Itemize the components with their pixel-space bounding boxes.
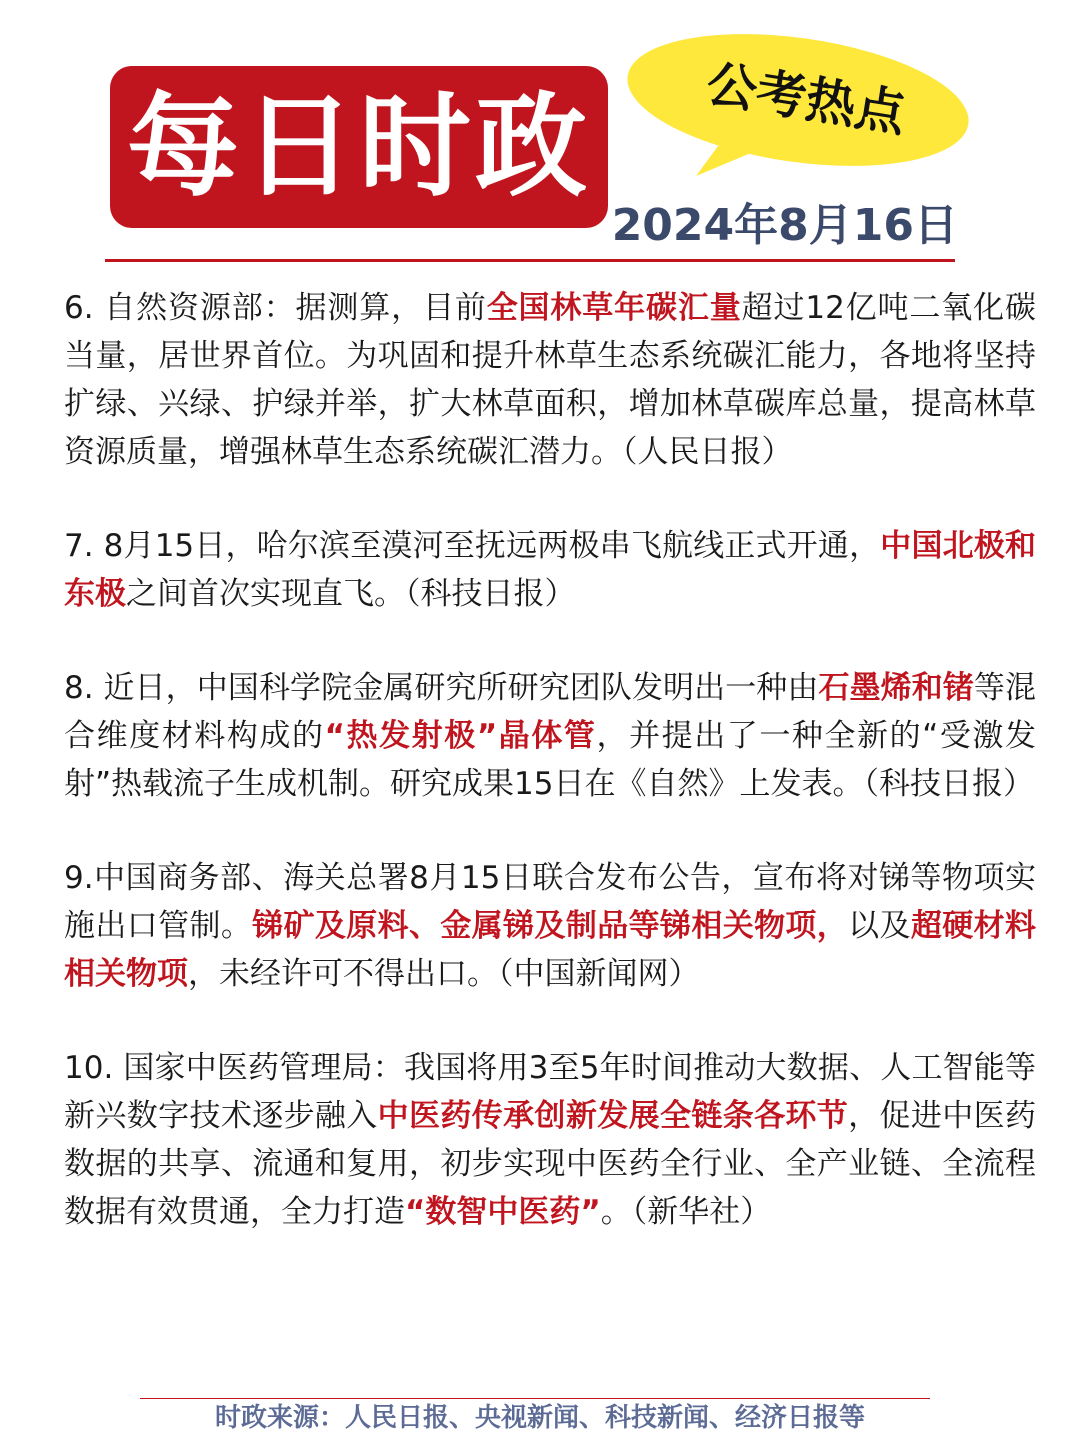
body-text: 超过12亿吨二氧化碳当量，居世界首位。为巩固和提升林草生态系统碳汇能力，各地将坚持扩绿、兴绿、护绿并举，扩大林草面积，增加林草碳库总量，提高林草资源质量，增强林草生态系统碳汇潜力。（人民日报）: [64, 290, 1036, 470]
news-item: [64, 1044, 1036, 1236]
speech-bubble-badge: [618, 28, 974, 178]
header-divider: [105, 259, 955, 262]
body-text: 等混合维度材料构成的: [64, 670, 1037, 754]
highlight-text: 超硬材料相关物项: [64, 908, 1037, 992]
highlight-text: 全国林草年碳汇量: [486, 290, 742, 326]
news-item: [64, 664, 1036, 808]
body-text: 8. 近日，中国科学院金属研究所研究团队发明出一种由: [64, 670, 819, 706]
body-text: ，并提出了一种全新的“受激发射”热载流子生成机制。研究成果15日在《自然》上发表。（科技日报）: [64, 718, 1037, 802]
footer-divider: [140, 1398, 930, 1399]
highlight-text: 中医药传承创新发展全链条各环节: [377, 1098, 849, 1134]
body-text: 9.中国商务部、海关总署8月15日联合发布公告，宣布将对锑等物项实施出口管制。: [64, 860, 1036, 944]
source-footer: 时政来源：人民日报、央视新闻、科技新闻、经济日报等: [214, 1403, 865, 1433]
highlight-text: “数智中医药”: [405, 1194, 601, 1230]
body-text: 6. 自然资源部：据测算，目前: [64, 290, 487, 326]
body-text: ，促进中医药数据的共享、流通和复用，初步实现中医药全行业、全产业链、全流程数据有效贯通，全力打造: [64, 1098, 1037, 1230]
page-title: 每日时政: [127, 82, 591, 212]
highlight-text: “热发射极”晶体管: [324, 718, 597, 754]
highlight-text: 石墨烯和锗: [818, 670, 974, 706]
body-text: ，未经许可不得出口。（中国新闻网）: [188, 956, 700, 992]
highlight-text: 锑矿及原料、金属锑及制品等锑相关物项，: [252, 908, 849, 944]
body-text: 7. 8月15日，哈尔滨至漠河至抚远两极串飞航线正式开通，: [64, 528, 881, 564]
highlight-text: 中国北极和东极: [64, 528, 1036, 612]
date-label: 2024年8月16日: [611, 200, 958, 251]
badge-text: 公考热点: [702, 54, 910, 144]
body-text: 10. 国家中医药管理局：我国将用3至5年时间推动大数据、人工智能等新兴数字技术逐步融入: [64, 1050, 1036, 1134]
news-item: [64, 854, 1036, 998]
title-banner: [110, 66, 608, 228]
body-text: 。（新华社）: [600, 1194, 772, 1230]
body-text: 以及: [848, 908, 911, 944]
news-list: [64, 284, 1036, 1282]
news-item: [64, 522, 1036, 618]
news-item: [64, 284, 1036, 476]
body-text: 之间首次实现直飞。（科技日报）: [126, 576, 576, 612]
